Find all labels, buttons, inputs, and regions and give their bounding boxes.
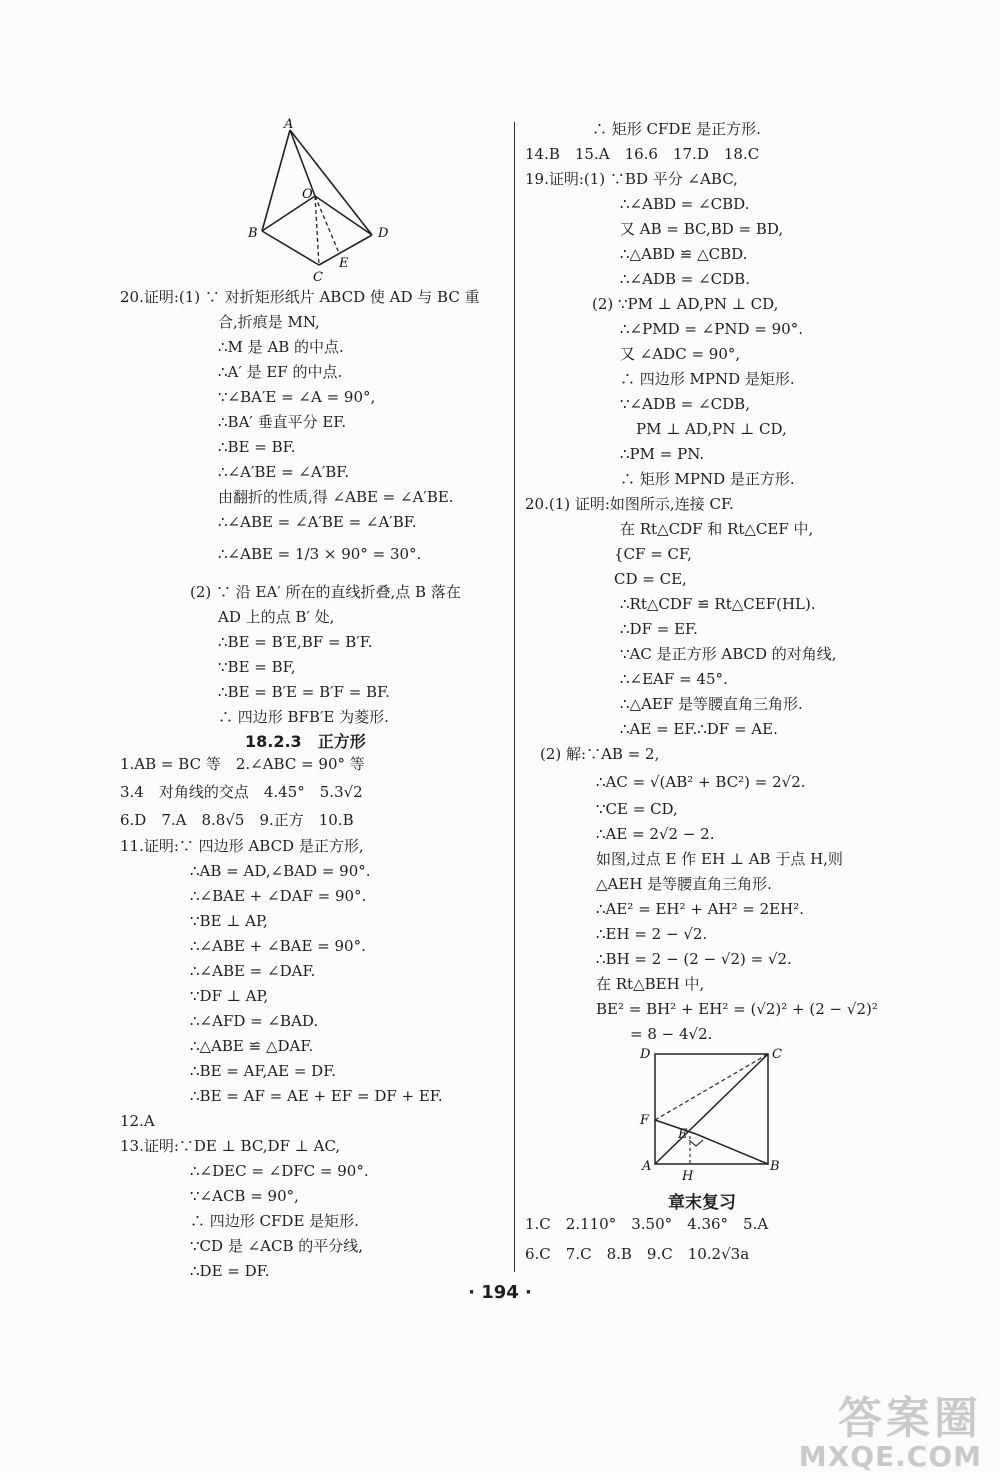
answer-line: ∵∠ACB = 90°, (190, 1187, 299, 1205)
answer-line: ∴BE = BF. (218, 438, 296, 456)
answer-line: ∴∠ADB = ∠CDB. (620, 270, 750, 288)
point-label-c: C (772, 1047, 782, 1062)
point-label-c: C (313, 270, 323, 285)
point-label-d: D (640, 1047, 651, 1062)
answer-line: ∴AE² = EH² + AH² = 2EH². (596, 900, 804, 918)
square-figure (632, 1042, 792, 1184)
answer-line: ∵BE ⊥ AP, (190, 912, 268, 930)
answer-line: 13.证明:∵DE ⊥ BC,DF ⊥ AC, (120, 1137, 341, 1155)
answer-line: ∴∠ABE = 1/3 × 90° = 30°. (218, 545, 422, 563)
answer-line: ∴DE = DF. (190, 1262, 270, 1280)
point-label-f: F (640, 1113, 650, 1128)
answer-line: 6.D 7.A 8.8√5 9.正方 10.B (120, 811, 354, 829)
answer-line: ∴∠BAE + ∠DAF = 90°. (190, 887, 367, 905)
answer-line: ∴BH = 2 − (2 − √2) = √2. (596, 950, 792, 968)
answer-line: ∴ 矩形 MPND 是正方形. (620, 470, 795, 488)
tetrahedron-figure (240, 115, 400, 285)
answer-line: BE² = BH² + EH² = (√2)² + (2 − √2)² (596, 1000, 878, 1018)
watermark-logo: 答案圈 (838, 1393, 982, 1444)
answer-line: 合,折痕是 MN, (218, 313, 320, 331)
answer-line: 19.证明:(1) ∵BD 平分 ∠ABC, (525, 170, 738, 188)
watermark (799, 1382, 982, 1473)
answer-line: ∴BE = AF,AE = DF. (190, 1062, 337, 1080)
answer-line: ∵CD 是 ∠ACB 的平分线, (190, 1237, 364, 1255)
answer-line: ∴AE = EF.∴DF = AE. (620, 720, 778, 738)
answer-line: 在 Rt△CDF 和 Rt△CEF 中, (620, 520, 814, 538)
answer-line: ∴DF = EF. (620, 620, 698, 638)
answer-line: 1.AB = BC 等 2.∠ABC = 90° 等 (120, 755, 365, 773)
point-label-b: B (770, 1159, 780, 1174)
answer-line: ∴Rt△CDF ≌ Rt△CEF(HL). (620, 595, 816, 613)
answer-line: ∴∠EAF = 45°. (620, 670, 728, 688)
answer-line: ∴PM = PN. (620, 445, 705, 463)
answer-line: ∴∠AFD = ∠BAD. (190, 1012, 319, 1030)
answer-line: ∵∠BA′E = ∠A = 90°, (218, 388, 376, 406)
section-heading: 18.2.3 正方形 (245, 732, 366, 751)
answer-line: = 8 − 4√2. (630, 1025, 713, 1043)
answer-line: (2) ∵PM ⊥ AD,PN ⊥ CD, (592, 295, 779, 313)
answer-line: ∴EH = 2 − √2. (596, 925, 708, 943)
answer-line: ∴∠PMD = ∠PND = 90°. (620, 320, 803, 338)
answer-line: 12.A (120, 1112, 155, 1130)
answer-line: ∵DF ⊥ AP, (190, 987, 269, 1005)
answer-line: ∵CE = CD, (596, 800, 678, 818)
answer-line: 又 ∠ADC = 90°, (620, 345, 741, 363)
answer-line: ∴AB = AD,∠BAD = 90°. (190, 862, 371, 880)
watermark-url: MXQE.COM (798, 1440, 982, 1473)
answer-line: {CF = CF, (614, 545, 692, 563)
answer-line: 如图,过点 E 作 EH ⊥ AB 于点 H,则 (596, 850, 843, 868)
answer-line: ∵AC 是正方形 ABCD 的对角线, (620, 645, 837, 663)
answer-line: ∴△AEF 是等腰直角三角形. (620, 695, 803, 713)
answer-line: 14.B 15.A 16.6 17.D 18.C (525, 145, 760, 163)
point-label-e: E (678, 1127, 688, 1142)
answer-line: ∴ 四边形 MPND 是矩形. (620, 370, 795, 388)
point-label-b: B (248, 226, 258, 241)
point-label-o: O (302, 187, 313, 202)
answer-line: CD = CE, (614, 570, 687, 588)
answer-line: ∴AE = 2√2 − 2. (596, 825, 715, 843)
answer-line: (2) 解:∵AB = 2, (540, 745, 660, 763)
answer-line: ∴M 是 AB 的中点. (218, 338, 344, 356)
answer-line: ∴ 四边形 BFB′E 为菱形. (218, 708, 389, 726)
chapter-review-heading: 章末复习 (668, 1193, 736, 1213)
answer-line: ∴∠ABE + ∠BAE = 90°. (190, 937, 366, 955)
page-number: · 194 · (468, 1282, 532, 1303)
point-label-e: E (339, 256, 349, 271)
answer-line: 6.C 7.C 8.B 9.C 10.2√3a (525, 1245, 750, 1263)
answer-line: ∴ 四边形 CFDE 是矩形. (190, 1212, 359, 1230)
answer-line: ∴△ABE ≌ △DAF. (190, 1037, 314, 1055)
answer-line: 11.证明:∵ 四边形 ABCD 是正方形, (120, 837, 364, 855)
answer-line: (2) ∵ 沿 EA′ 所在的直线折叠,点 B 落在 (190, 583, 461, 601)
answer-line: ∴ 矩形 CFDE 是正方形. (592, 120, 761, 138)
answer-line: ∵∠ADB = ∠CDB, (620, 395, 750, 413)
answer-line: 又 AB = BC,BD = BD, (620, 220, 784, 238)
point-label-h: H (682, 1169, 694, 1184)
point-label-d: D (378, 226, 389, 241)
answer-line: 由翻折的性质,得 ∠ABE = ∠A′BE. (218, 488, 454, 506)
point-label-a: A (642, 1159, 652, 1174)
answer-line: 3.4 对角线的交点 4.45° 5.3√2 (120, 783, 363, 801)
answer-line: ∴∠A′BE = ∠A′BF. (218, 463, 350, 481)
answer-line: PM ⊥ AD,PN ⊥ CD, (636, 420, 787, 438)
column-divider (514, 122, 515, 1272)
answer-line: △AEH 是等腰直角三角形. (596, 875, 772, 893)
point-label-a: A (284, 117, 294, 132)
answer-line: ∴∠ABE = ∠A′BE = ∠A′BF. (218, 513, 417, 531)
answer-line: 20.证明:(1) ∵ 对折矩形纸片 ABCD 使 AD 与 BC 重 (120, 288, 480, 306)
answer-line: ∴∠ABD = ∠CBD. (620, 195, 750, 213)
answer-line: ∴BE = B′E = B′F = BF. (218, 683, 390, 701)
answer-line: ∴A′ 是 EF 的中点. (218, 363, 343, 381)
answer-line: ∴∠ABE = ∠DAF. (190, 962, 316, 980)
answer-line: ∴BA′ 垂直平分 EF. (218, 413, 347, 431)
answer-line: AD 上的点 B′ 处, (218, 608, 335, 626)
answer-line: ∴AC = √(AB² + BC²) = 2√2. (596, 773, 806, 791)
answer-line: ∴∠DEC = ∠DFC = 90°. (190, 1162, 369, 1180)
answer-line: ∴BE = AF = AE + EF = DF + EF. (190, 1087, 443, 1105)
answer-line: 20.(1) 证明:如图所示,连接 CF. (525, 495, 734, 513)
answer-line: 在 Rt△BEH 中, (596, 975, 705, 993)
answer-line: ∵BE = BF, (218, 658, 296, 676)
answer-line: ∴△ABD ≌ △CBD. (620, 245, 748, 263)
answer-line: ∴BE = B′E,BF = B′F. (218, 633, 373, 651)
answer-line: 1.C 2.110° 3.50° 4.36° 5.A (525, 1215, 769, 1233)
